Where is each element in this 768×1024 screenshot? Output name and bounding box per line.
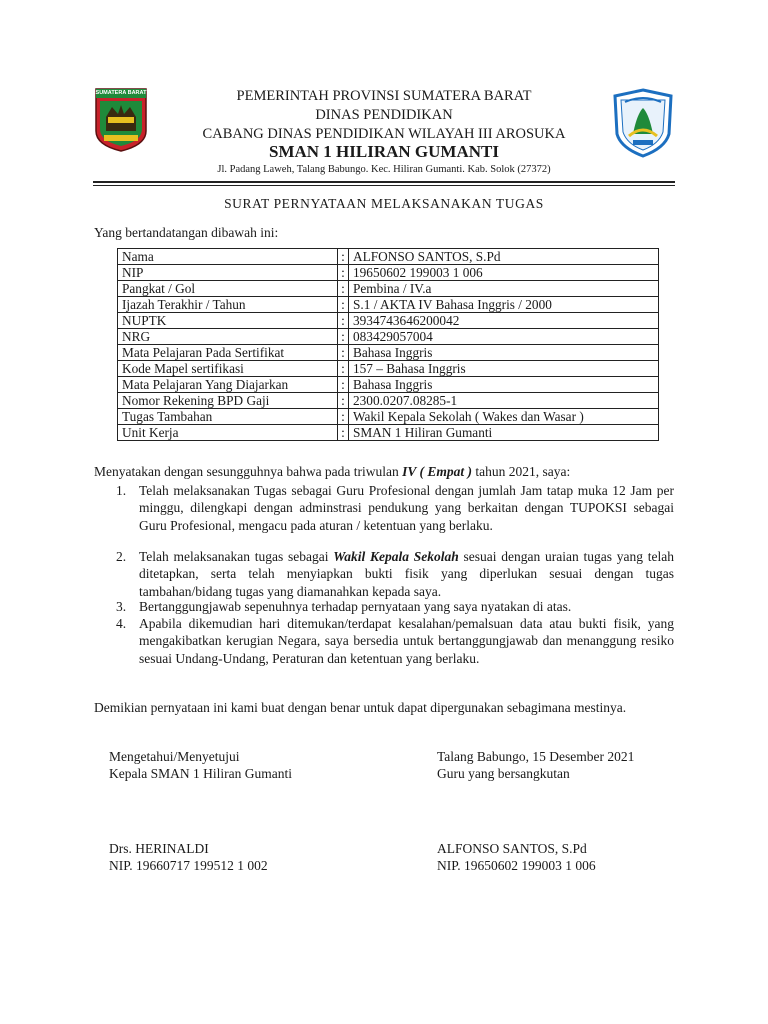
identity-row	[118, 281, 659, 297]
statement-pre: Menyatakan dengan sesungguhnya bahwa pada triwulan	[94, 464, 403, 479]
identity-separator: :	[338, 297, 349, 313]
identity-label: Nama	[118, 249, 338, 265]
identity-label: Ijazah Terakhir / Tahun	[118, 297, 338, 313]
identity-table	[117, 248, 659, 441]
school-name: SMAN 1 HILIRAN GUMANTI	[269, 142, 499, 161]
list-item: Telah melaksanakan tugas sebagai Wakil Kepala Sekolah sesuai dengan uraian tugas yang telah ditetapkan, serta telah menyiapkan bukti fisik yang diperlukan sesuai dengan tugas tambahan/bidang tugas yang diamanahkan kepada saya.	[139, 549, 675, 599]
letterhead-rule	[93, 181, 675, 183]
identity-separator: :	[338, 281, 349, 297]
identity-value: Wakil Kepala Sekolah ( Wakes dan Wasar )	[349, 409, 659, 425]
identity-label: Mata Pelajaran Pada Sertifikat	[118, 345, 338, 361]
identity-row	[118, 329, 659, 345]
identity-row	[118, 361, 659, 377]
teacher-nip: NIP. 19650602 199003 1 006	[437, 858, 596, 873]
identity-row	[118, 265, 659, 281]
letterhead-rule-thin	[93, 185, 675, 186]
identity-value: 083429057004	[349, 329, 659, 345]
item-number: 1.	[116, 483, 127, 498]
item-emphasis: Wakil Kepala Sekolah	[333, 549, 459, 564]
identity-row	[118, 297, 659, 313]
identity-value: Pembina / IV.a	[349, 281, 659, 297]
list-item: Bertanggungjawab sepenuhnya terhadap pernyataan yang saya nyatakan di atas.	[139, 599, 572, 614]
identity-row	[118, 377, 659, 393]
identity-row	[118, 425, 659, 441]
identity-separator: :	[338, 329, 349, 345]
identity-separator: :	[338, 393, 349, 409]
identity-value: Bahasa Inggris	[349, 377, 659, 393]
identity-row	[118, 409, 659, 425]
identity-label: Nomor Rekening BPD Gaji	[118, 393, 338, 409]
identity-row	[118, 249, 659, 265]
identity-separator: :	[338, 345, 349, 361]
identity-separator: :	[338, 313, 349, 329]
place-date: Talang Babungo, 15 Desember 2021	[437, 749, 635, 764]
principal-name: Drs. HERINALDI	[109, 841, 209, 856]
intro-text: Yang bertandatangan dibawah ini:	[94, 225, 279, 240]
principal-nip: NIP. 19660717 199512 1 002	[109, 858, 268, 873]
teacher-name: ALFONSO SANTOS, S.Pd	[437, 841, 587, 856]
identity-separator: :	[338, 409, 349, 425]
list-item: Telah melaksanakan Tugas sebagai Guru Profesional dengan jumlah Jam tatap muka 12 Jam per minggu, dilengkapi dengan adminstrasi pendukung yang berkaitan dengan TUPOKSI sebagai Guru Profesional, mengacu pada aturan / ketentuan yang berlaku.	[139, 483, 674, 533]
province-logo-label: SUMATERA BARAT	[95, 90, 147, 96]
identity-row	[118, 313, 659, 329]
identity-value: 19650602 199003 1 006	[349, 265, 659, 281]
statement-emphasis: IV ( Empat )	[402, 464, 473, 479]
document-title: SURAT PERNYATAAN MELAKSANAKAN TUGAS	[224, 196, 544, 211]
identity-row	[118, 345, 659, 361]
list-item: Apabila dikemudian hari ditemukan/terdapat kesalahan/pemalsuan data atau bukti fisik, yang mengakibatkan kerugian Negara, saya bersedia untuk bertanggungjawab dan menanggung resiko sesuai Undang-Undang, Peraturan dan ketentuan yang berlaku.	[139, 616, 674, 666]
identity-label: Unit Kerja	[118, 425, 338, 441]
closing-paragraph: Demikian pernyataan ini kami buat dengan benar untuk dapat dipergunakan sebagimana mestinya.	[94, 700, 627, 715]
teacher-title: Guru yang bersangkutan	[437, 766, 570, 781]
identity-value: ALFONSO SANTOS, S.Pd	[349, 249, 659, 265]
school-address: Jl. Padang Laweh, Talang Babungo. Kec. Hiliran Gumanti. Kab. Solok (27372)	[217, 164, 551, 175]
identity-value: SMAN 1 Hiliran Gumanti	[349, 425, 659, 441]
principal-title: Kepala SMAN 1 Hiliran Gumanti	[109, 766, 292, 781]
identity-label: Kode Mapel sertifikasi	[118, 361, 338, 377]
identity-value: 2300.0207.08285-1	[349, 393, 659, 409]
item-number: 3.	[116, 599, 127, 614]
identity-separator: :	[338, 361, 349, 377]
identity-label: Mata Pelajaran Yang Diajarkan	[118, 377, 338, 393]
approval-label: Mengetahui/Menyetujui	[109, 749, 240, 764]
identity-row	[118, 393, 659, 409]
item-number: 2.	[116, 549, 127, 564]
statement-post: tahun 2021, saya:	[472, 464, 571, 479]
identity-separator: :	[338, 377, 349, 393]
identity-label: NIP	[118, 265, 338, 281]
identity-label: Pangkat / Gol	[118, 281, 338, 297]
item-number: 4.	[116, 616, 127, 631]
identity-label: NUPTK	[118, 313, 338, 329]
identity-value: Bahasa Inggris	[349, 345, 659, 361]
identity-value: 3934743646200042	[349, 313, 659, 329]
identity-separator: :	[338, 265, 349, 281]
statement-line	[94, 464, 570, 480]
identity-value: S.1 / AKTA IV Bahasa Inggris / 2000	[349, 297, 659, 313]
identity-label: Tugas Tambahan	[118, 409, 338, 425]
identity-separator: :	[338, 249, 349, 265]
branch-name: CABANG DINAS PENDIDIKAN WILAYAH III AROSUKA	[202, 126, 566, 142]
identity-value: 157 – Bahasa Inggris	[349, 361, 659, 377]
identity-separator: :	[338, 425, 349, 441]
identity-label: NRG	[118, 329, 338, 345]
agency-name: DINAS PENDIDIKAN	[315, 107, 453, 123]
government-name: PEMERINTAH PROVINSI SUMATERA BARAT	[236, 88, 532, 104]
